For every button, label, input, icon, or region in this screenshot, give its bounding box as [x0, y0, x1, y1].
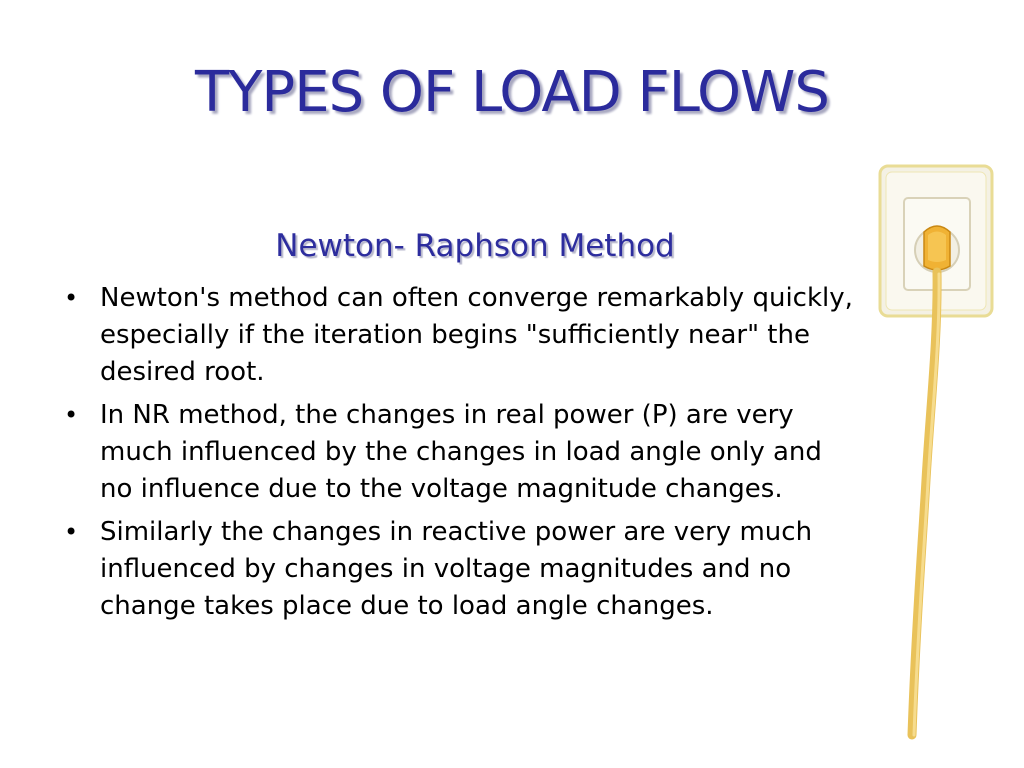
list-item: [60, 397, 860, 508]
bullet-text: In NR method, the changes in real power (P) are very much influenced by the changes in load angle only and no influence due to the voltage magnitude changes.: [100, 400, 822, 504]
bullet-list: [60, 280, 860, 631]
bullet-text: Newton's method can often converge remarkably quickly, especially if the iteration begins "sufficiently near" the desired root.: [100, 283, 853, 387]
slide-title: TYPES OF LOAD FLOWS: [195, 60, 829, 125]
bullet-text: Similarly the changes in reactive power are very much influenced by changes in voltage magnitudes and no change takes place due to load angle changes.: [100, 517, 813, 621]
list-item: [60, 280, 860, 391]
slide-subtitle: Newton- Raphson Method: [275, 228, 675, 264]
bullet-icon: •: [64, 401, 79, 429]
wall-socket-plug-icon: [866, 160, 996, 740]
list-item: [60, 514, 860, 625]
bullet-icon: •: [64, 518, 79, 546]
bullet-icon: •: [64, 284, 79, 312]
